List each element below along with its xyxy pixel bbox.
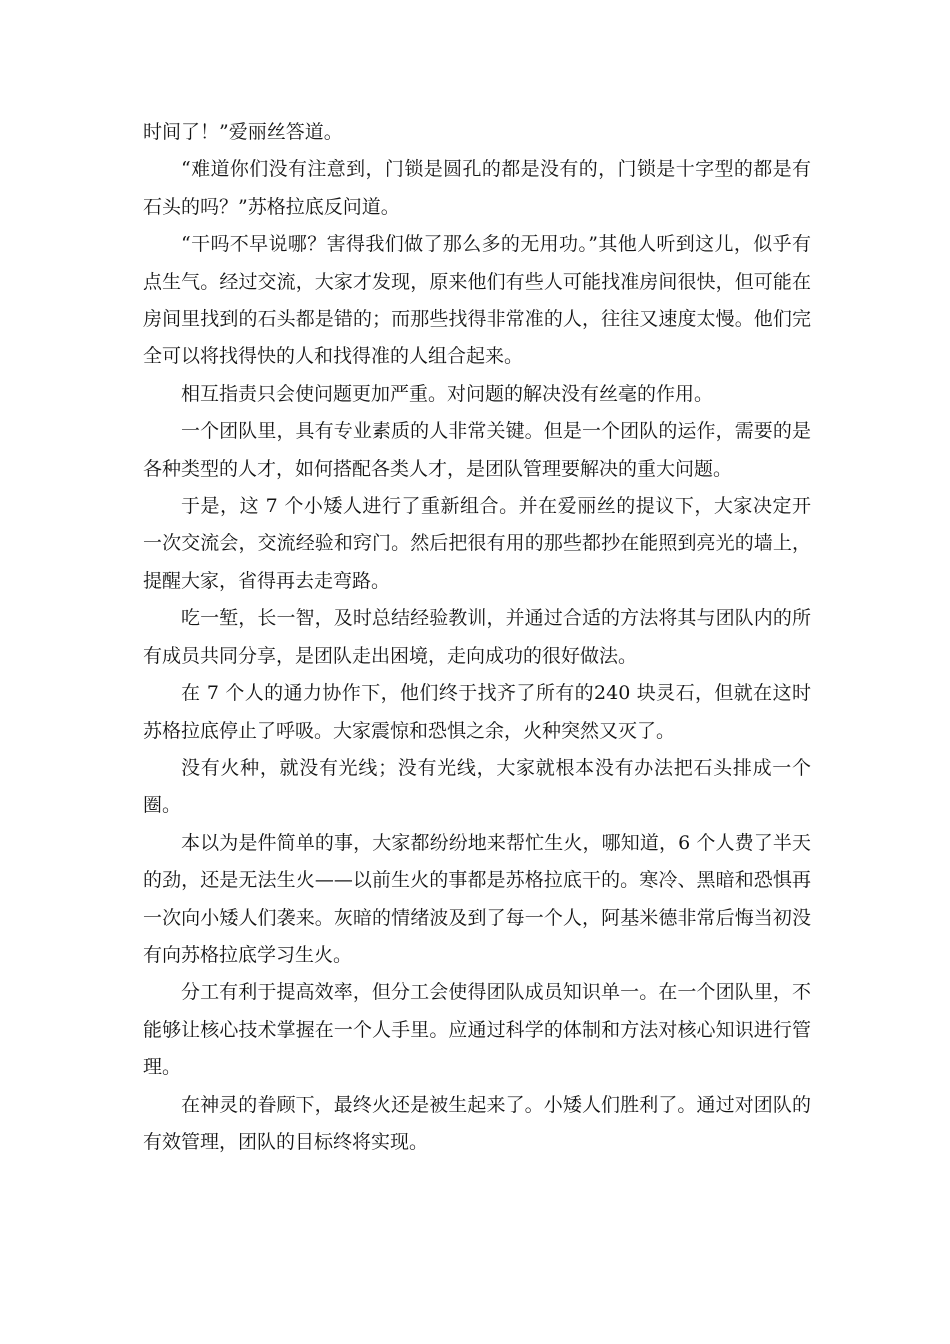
- document-body: [143, 114, 811, 1161]
- paragraph-9: 没有火种，就没有光线；没有光线，大家就根本没有办法把石头排成一个圈。: [143, 756, 811, 817]
- paragraph-7: 吃一堑，长一智，及时总结经验教训，并通过合适的方法将其与团队内的所有成员共同分享，是团队走出困境，走向成功的很好做法。: [143, 607, 811, 667]
- paragraph-12: 在神灵的眷顾下，最终火还是被生起来了。小矮人们胜利了。通过对团队的有效管理，团队的目标终将实现。: [143, 1093, 811, 1153]
- paragraph-1: 时间了！”爱丽丝答道。: [143, 121, 343, 143]
- paragraph-4: 相互指责只会使问题更加严重。对问题的解决没有丝毫的作用。: [181, 382, 714, 405]
- paragraph-3: “干吗不早说哪？害得我们做了那么多的无用功。”其他人听到这儿，似乎有点生气。经过交流，大家才发现，原来他们有些人可能找准房间很快，但可能在房间里找到的石头都是错的；而那些找得非常准的人，往往又速度太慢。他们完全可以将找得快的人和找得准的人组合起来。: [143, 233, 811, 368]
- paragraph-8: 在 7 个人的通力协作下，他们终于找齐了所有的240 块灵石，但就在这时苏格拉底停止了呼吸。大家震惊和恐惧之余，火种突然又灭了。: [143, 682, 811, 742]
- paragraph-6: 于是，这 7 个小矮人进行了重新组合。并在爱丽丝的提议下，大家决定开一次交流会，交流经验和窍门。然后把很有用的那些都抄在能照到亮光的墙上，提醒大家，省得再去走弯路。: [143, 495, 811, 592]
- paragraph-5: 一个团队里，具有专业素质的人非常关键。但是一个团队的运作，需要的是各种类型的人才，如何搭配各类人才，是团队管理要解决的重大问题。: [143, 420, 811, 480]
- paragraph-10: 本以为是件简单的事，大家都纷纷地来帮忙生火，哪知道，6 个人费了半天的劲，还是无法生火——以前生火的事都是苏格拉底干的。寒冷、黑暗和恐惧再一次向小矮人们袭来。灰暗的情绪波及到了每一个人，阿基米德非常后悔当初没有向苏格拉底学习生火。: [143, 831, 811, 966]
- paragraph-11: 分工有利于提高效率，但分工会使得团队成员知识单一。在一个团队里，不能够让核心技术掌握在一个人手里。应通过科学的体制和方法对核心知识进行管理。: [143, 981, 811, 1079]
- paragraph-2: “难道你们没有注意到，门锁是圆孔的都是没有的，门锁是十字型的都是有石头的吗？”苏格拉底反问道。: [143, 158, 811, 218]
